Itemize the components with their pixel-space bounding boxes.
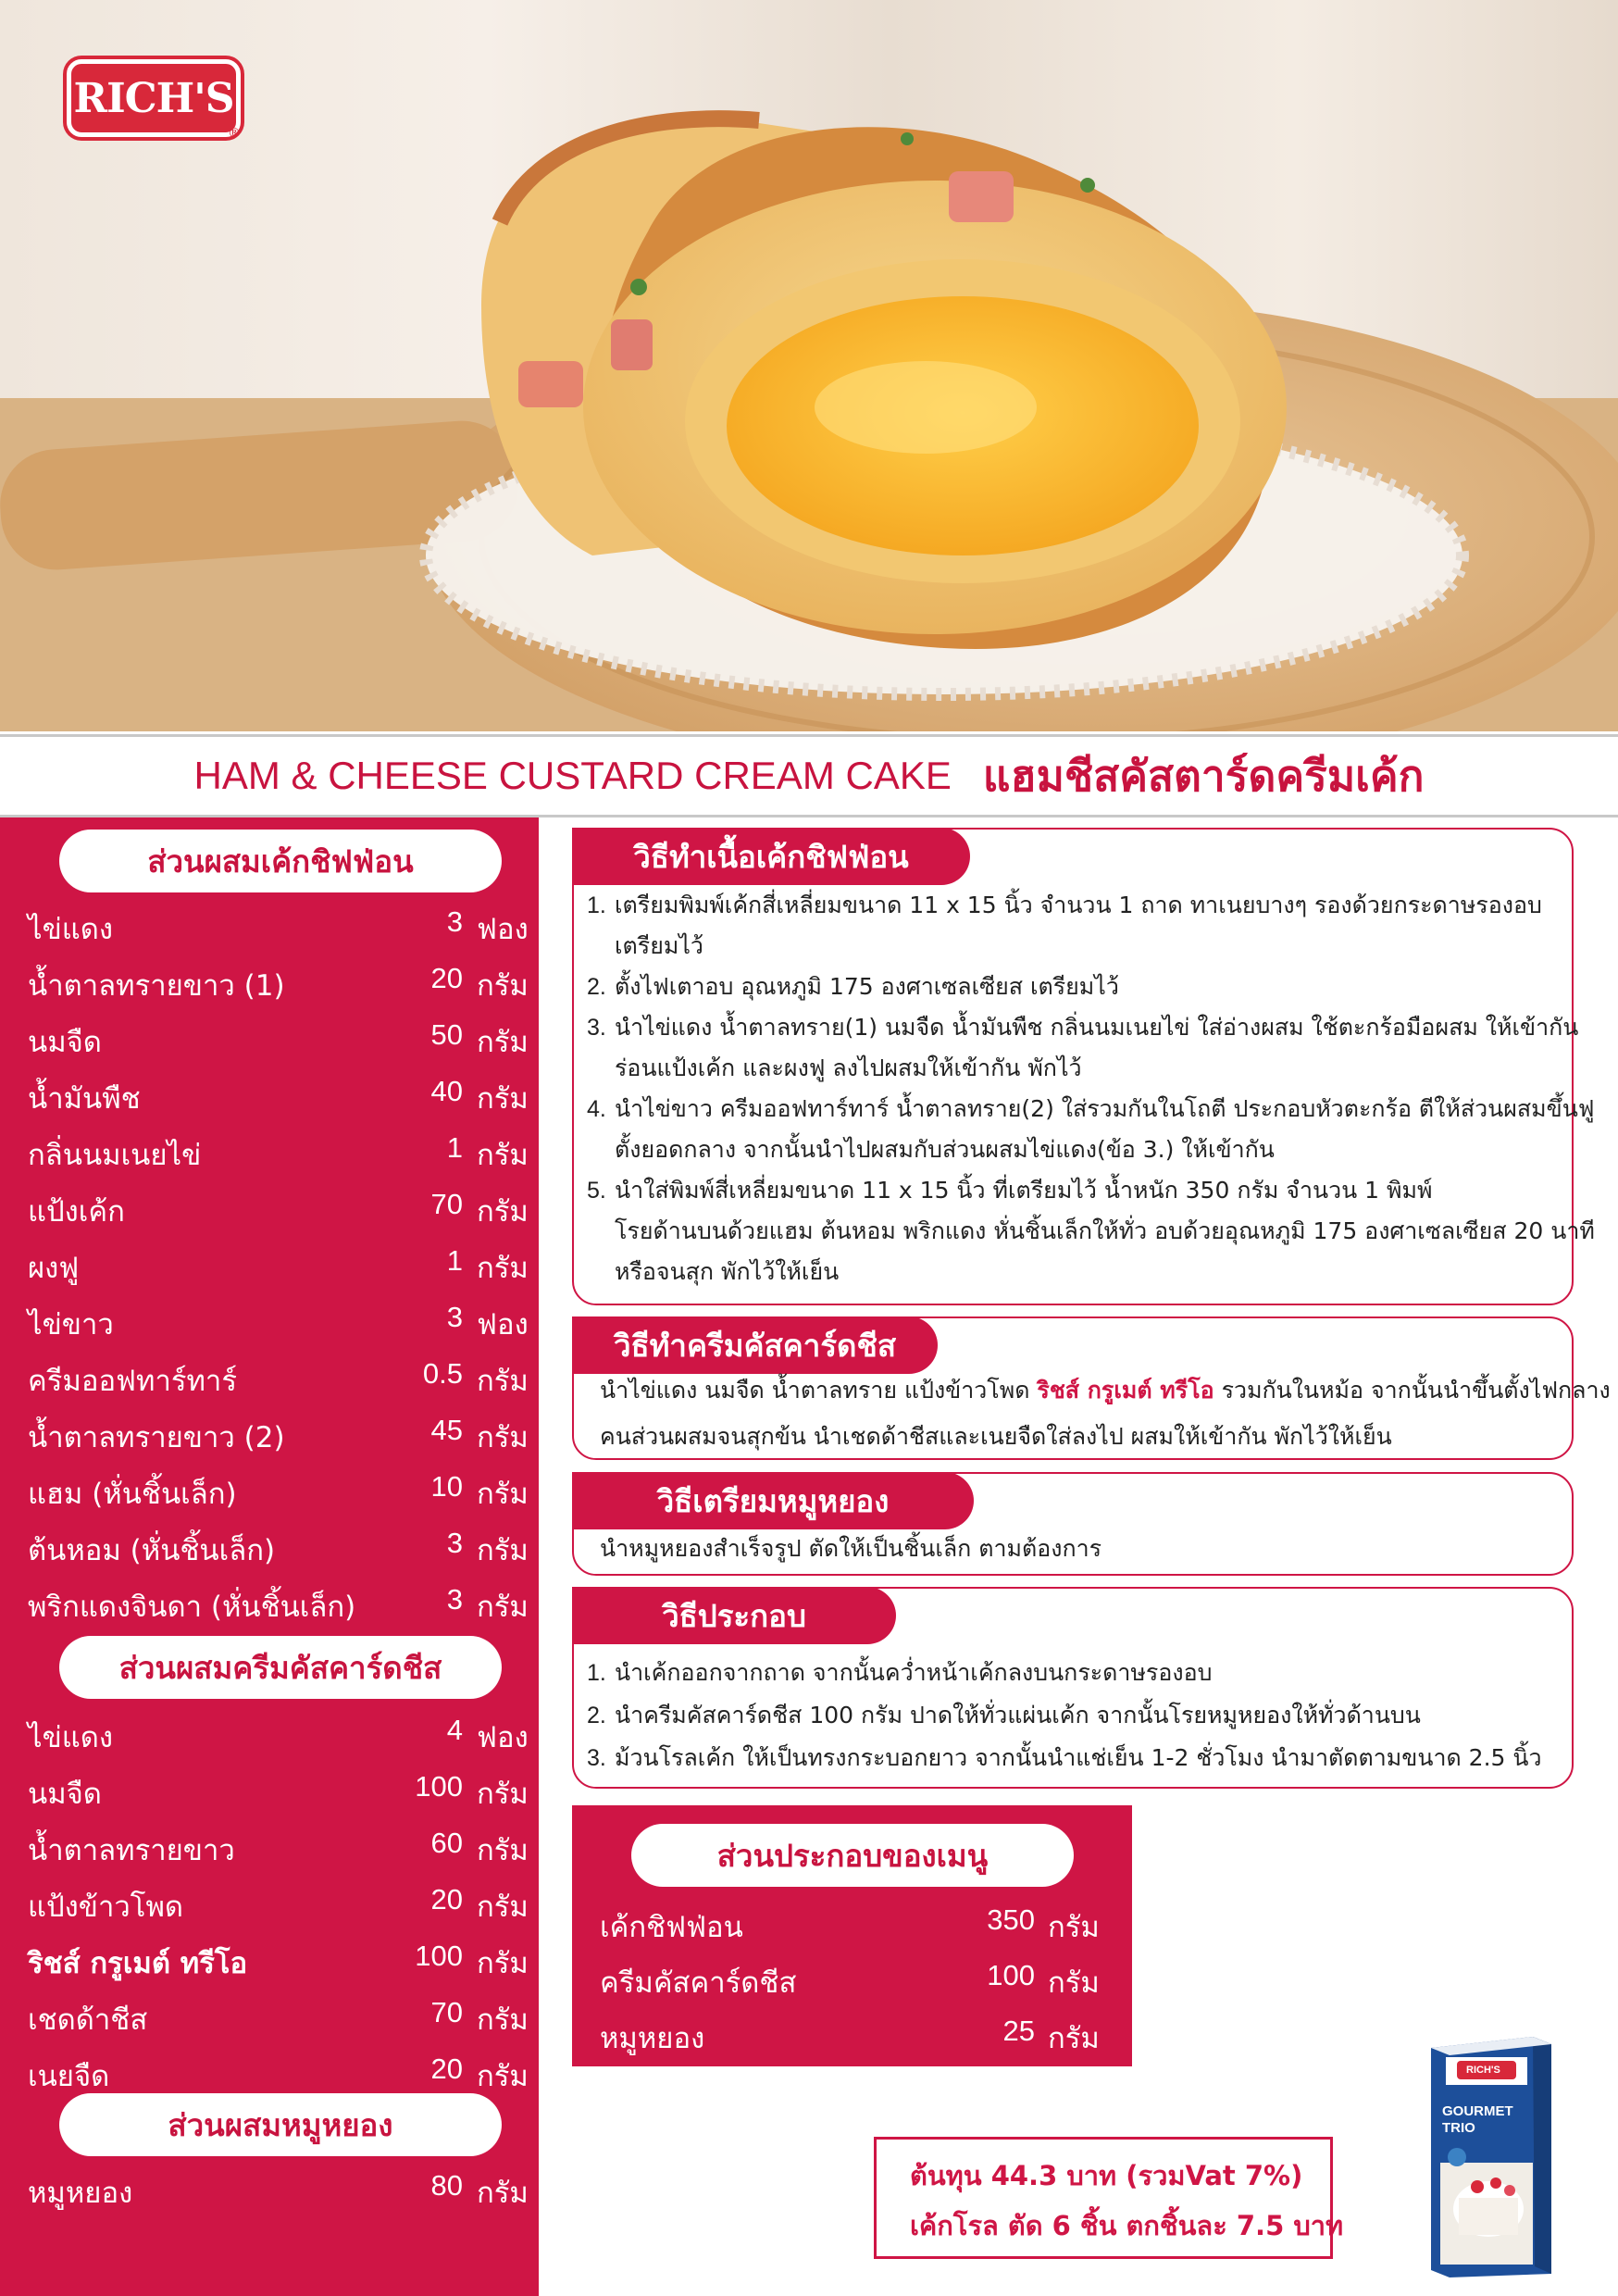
ingredient-row — [28, 1404, 528, 1461]
step-text: ม้วนโรลเค้ก ให้เป็นทรงกระบอกยาว จากนั้นนำแช่เย็น 1-2 ชั่วโมง นำมาตัดตามขนาด 2.5 นิ้ว — [615, 1744, 1542, 1771]
ingredient-name: แป้งข้าวโพด — [28, 1890, 184, 1924]
ingredient-unit: กรัม — [477, 1947, 529, 1980]
ingredient-row — [28, 1517, 528, 1574]
ingredient-name: ผงฟู — [28, 1252, 80, 1285]
ingredient-name: น้ำตาลทรายขาว — [28, 1834, 235, 1867]
ingredient-row — [28, 1461, 528, 1517]
component-qty: 100 — [987, 1959, 1035, 1991]
ingredient-qty: 20 — [430, 1883, 463, 1915]
ingredient-name: น้ำมันพืช — [28, 1082, 141, 1116]
ingredient-unit: กรัม — [477, 1534, 529, 1567]
method-step — [587, 1170, 1595, 1292]
ingredient-unit: กรัม — [477, 1082, 529, 1116]
menu-components-panel — [572, 1805, 1132, 2066]
ingredient-row-product — [28, 1930, 528, 1987]
component-qty: 350 — [987, 1903, 1035, 1936]
ingredient-unit: กรัม — [477, 2060, 529, 2093]
ingredient-row — [28, 1987, 528, 2043]
ingredient-row — [28, 1704, 528, 1761]
floss-method-text — [600, 1526, 1559, 1572]
ingredient-unit: กรัม — [477, 1365, 529, 1398]
registered-mark: ® — [228, 126, 241, 141]
ingredient-qty: 70 — [430, 1996, 463, 2028]
step-number: 3. — [587, 1745, 606, 1771]
cake-illustration — [0, 0, 1618, 731]
ingredient-name: ไข่ขาว — [28, 1308, 114, 1341]
floss-method-heading: วิธีเตรียมหมูหยอง — [572, 1472, 974, 1529]
ingredient-qty: 0.5 — [422, 1357, 463, 1390]
step-text: ร่อนแป้งเค้ก และผงฟู ลงไปผสมให้เข้ากัน พักไว้ — [615, 1054, 1082, 1081]
step-text: นำไข่ขาว ครีมออฟทาร์ทาร์ น้ำตาลทราย(2) ใส่รวมกันในโถตี ประกอบหัวตะกร้อ ตีให้ส่วนผสมขึ้นฟู — [615, 1095, 1595, 1122]
step-text: นำใส่พิมพ์สี่เหลี่ยมขนาด 11 x 15 นิ้ว ที่เตรียมไว้ น้ำหนัก 350 กรัม จำนวน 1 พิมพ์ — [615, 1177, 1433, 1204]
ingredient-row — [28, 1292, 528, 1348]
ingredient-qty: 3 — [446, 1301, 463, 1333]
step-text: ตั้งไฟเตาอบ อุณหภูมิ 175 องศาเซลเซียส เตรียมไว้ — [615, 973, 1119, 1000]
ingredient-unit: ฟอง — [477, 1308, 529, 1341]
menu-component-row — [600, 1953, 1118, 2009]
step-text: เตรียมไว้ — [615, 932, 703, 959]
ingredient-qty: 3 — [446, 905, 463, 938]
ingredient-qty: 3 — [446, 1583, 463, 1616]
component-name: หมูหยอง — [600, 2022, 705, 2055]
hero-photo — [0, 0, 1618, 731]
product-highlight: ริชส์ กรูเมต์ ทรีโอ — [1037, 1377, 1214, 1404]
chiffon-ingredients-list — [28, 896, 528, 1630]
menu-component-row — [600, 2009, 1118, 2065]
step-number: 1. — [587, 892, 606, 918]
chiffon-ingredients-heading: ส่วนผสมเค้กชิฟฟ่อน — [59, 830, 502, 892]
ingredient-unit: กรัม — [477, 1026, 529, 1059]
floss-ingredients-heading: ส่วนผสมหมูหยอง — [59, 2093, 502, 2156]
ingredient-name: เชดด้าชีส — [28, 2003, 148, 2037]
cost-summary-box — [874, 2137, 1344, 2259]
custard-ingredients-list — [28, 1704, 528, 2100]
step-text: ตั้งยอดกลาง จากนั้นนำไปผสมกับส่วนผสมไข่แดง(ข้อ 3.) ให้เข้ากัน — [615, 1136, 1275, 1163]
component-name: เค้กชิฟฟ่อน — [600, 1911, 743, 1944]
method-step — [587, 1737, 1559, 1779]
ingredient-unit: ฟอง — [477, 913, 529, 946]
carton-name-line2: TRIO — [1442, 2120, 1475, 2136]
ingredient-unit: กรัม — [477, 1834, 529, 1867]
ingredient-qty: 1 — [446, 1131, 463, 1164]
step-number: 4. — [587, 1096, 606, 1122]
method-step — [587, 1694, 1559, 1737]
ingredient-name: น้ำตาลทรายขาว (2) — [28, 1421, 285, 1454]
ingredient-qty: 20 — [430, 2053, 463, 2085]
ingredient-name: ไข่แดง — [28, 913, 114, 946]
ingredient-row — [28, 1817, 528, 1874]
component-qty: 25 — [1002, 2015, 1035, 2047]
ingredient-unit: กรัม — [477, 1195, 529, 1229]
ingredient-qty: 20 — [430, 962, 463, 994]
carton-illustration — [1422, 2024, 1557, 2277]
cost-per-slice: เค้กโรล ตัด 6 ชิ้น ตกชิ้นละ 7.5 บาท — [910, 2210, 1344, 2241]
ingredient-row — [28, 1761, 528, 1817]
ingredient-row — [28, 2043, 528, 2100]
component-unit: กรัม — [1048, 1911, 1100, 1944]
carton-brand: RICH'S — [1466, 2065, 1500, 2076]
ingredient-qty: 100 — [415, 1770, 463, 1803]
product-carton-image — [1422, 2024, 1557, 2277]
ingredient-qty: 10 — [430, 1470, 463, 1503]
ingredient-row — [28, 2160, 528, 2216]
ingredient-name: ไข่แดง — [28, 1721, 114, 1754]
custard-ingredients-heading: ส่วนผสมครีมคัสคาร์ดชีส — [59, 1636, 502, 1699]
title-english: HAM & CHEESE CUSTARD CREAM CAKE — [193, 754, 952, 797]
recipe-title-bar — [0, 734, 1618, 817]
title-thai: แฮมชีสคัสตาร์ดครีมเค้ก — [982, 750, 1425, 801]
step-number: 1. — [587, 1660, 606, 1686]
menu-components-heading: ส่วนประกอบของเมนู — [631, 1824, 1074, 1887]
method-step — [587, 1007, 1579, 1089]
component-unit: กรัม — [1048, 2022, 1100, 2055]
method-step — [587, 1652, 1559, 1694]
logo-text: RICH'S — [73, 74, 234, 122]
step-text: หรือจนสุก พักไว้ให้เย็น — [615, 1258, 840, 1285]
ingredient-name: เนยจืด — [28, 2060, 110, 2093]
ingredient-row — [28, 1179, 528, 1235]
text-segment: รวมกันในหม้อ จากนั้นนำขึ้นตั้งไฟกลาง — [1214, 1377, 1611, 1404]
step-text: นำเค้กออกจากถาด จากนั้นคว่ำหน้าเค้กลงบนกระดาษรองอบ — [615, 1659, 1213, 1686]
ingredient-row — [28, 1066, 528, 1122]
assembly-method-heading: วิธีประกอบ — [572, 1587, 896, 1644]
ingredient-qty: 4 — [446, 1714, 463, 1746]
ingredient-unit: กรัม — [477, 1591, 529, 1624]
custard-method-text — [600, 1367, 1611, 1460]
chiffon-method-steps — [587, 885, 1595, 1292]
ingredient-qty: 60 — [430, 1827, 463, 1859]
custard-method-line: คนส่วนผสมจนสุกข้น นำเชดด้าชีสและเนยจืดใส่ลงไป ผสมให้เข้ากัน พักไว้ให้เย็น — [600, 1423, 1392, 1450]
custard-method-heading: วิธีทำครีมคัสคาร์ดชีส — [572, 1316, 938, 1374]
ingredient-row — [28, 953, 528, 1009]
ingredient-unit: กรัม — [477, 1478, 529, 1511]
assembly-method-steps — [587, 1652, 1559, 1779]
text-segment: นำไข่แดง นมจืด น้ำตาลทราย แป้งข้าวโพด — [600, 1377, 1038, 1404]
ingredients-panel — [0, 817, 539, 2296]
ingredient-unit: กรัม — [477, 1778, 529, 1811]
method-step — [587, 1089, 1595, 1170]
ingredient-unit: กรัม — [477, 1139, 529, 1172]
custard-method-line — [600, 1367, 1611, 1414]
step-number: 2. — [587, 974, 606, 1000]
floss-ingredients-list — [28, 2160, 528, 2216]
ingredient-unit: ฟอง — [477, 1721, 529, 1754]
floss-method-line: นำหมูหยองสำเร็จรูป ตัดให้เป็นชิ้นเล็ก ตามต้องการ — [600, 1535, 1102, 1562]
ingredient-name: ริชส์ กรูเมต์ ทรีโอ — [28, 1947, 248, 1980]
ingredient-name: ต้นหอม (หั่นชิ้นเล็ก) — [28, 1534, 276, 1567]
ingredient-unit: กรัม — [477, 2003, 529, 2037]
ingredient-name: แฮม (หั่นชิ้นเล็ก) — [28, 1478, 237, 1511]
step-text: นำครีมคัสคาร์ดชีส 100 กรัม ปาดให้ทั่วแผ่นเค้ก จากนั้นโรยหมูหยองให้ทั่วด้านบน — [615, 1702, 1421, 1728]
ingredient-row — [28, 1348, 528, 1404]
ingredient-row — [28, 1574, 528, 1630]
richs-logo — [67, 59, 241, 137]
ingredient-unit: กรัม — [477, 1890, 529, 1924]
ingredient-unit: กรัม — [477, 1421, 529, 1454]
ingredient-name: กลิ่นนมเนยไข่ — [28, 1139, 202, 1172]
step-number: 3. — [587, 1015, 606, 1041]
ingredient-qty: 80 — [430, 2169, 463, 2202]
menu-component-row — [600, 1898, 1118, 1953]
ingredient-qty: 45 — [430, 1414, 463, 1446]
ingredient-name: นมจืด — [28, 1778, 102, 1811]
ingredient-name: นมจืด — [28, 1026, 102, 1059]
step-text: นำไข่แดง น้ำตาลทราย(1) นมจืด น้ำมันพืช กลิ่นนมเนยไข่ ใส่อ่างผสม ใช้ตะกร้อมือผสม ให้เข้ากัน — [615, 1014, 1579, 1041]
step-text: เตรียมพิมพ์เค้กสี่เหลี่ยมขนาด 11 x 15 นิ้ว จำนวน 1 ถาด ทาเนยบางๆ รองด้วยกระดาษรองอบ — [615, 892, 1542, 918]
ingredient-name: ครีมออฟทาร์ทาร์ — [28, 1365, 237, 1398]
ingredient-row — [28, 1009, 528, 1066]
ingredient-unit: กรัม — [477, 1252, 529, 1285]
ingredient-unit: กรัม — [477, 2177, 529, 2210]
method-step — [587, 967, 1559, 1007]
ingredient-unit: กรัม — [477, 969, 529, 1003]
ingredient-qty: 40 — [430, 1075, 463, 1107]
step-number: 2. — [587, 1703, 606, 1728]
chiffon-method-heading: วิธีทำเนื้อเค้กชิฟฟ่อน — [572, 828, 970, 885]
component-unit: กรัม — [1048, 1966, 1100, 2000]
ingredient-name: น้ำตาลทรายขาว (1) — [28, 969, 285, 1003]
ingredient-name: พริกแดงจินดา (หั่นชิ้นเล็ก) — [28, 1591, 356, 1624]
ingredient-qty: 1 — [446, 1244, 463, 1277]
ingredient-row — [28, 1122, 528, 1179]
ingredient-name: หมูหยอง — [28, 2177, 133, 2210]
ingredient-row — [28, 1235, 528, 1292]
ingredient-qty: 100 — [415, 1940, 463, 1972]
ingredient-qty: 3 — [446, 1527, 463, 1559]
ingredient-name: แป้งเค้ก — [28, 1195, 125, 1229]
component-name: ครีมคัสคาร์ดชีส — [600, 1966, 797, 2000]
carton-name-line1: GOURMET — [1442, 2103, 1513, 2119]
method-step — [587, 885, 1559, 967]
ingredient-qty: 50 — [430, 1018, 463, 1051]
step-text: โรยด้านบนด้วยแฮม ต้นหอม พริกแดง หั่นชิ้นเล็กให้ทั่ว อบด้วยอุณหภูมิ 175 องศาเซลเซียส 20 นาที — [615, 1217, 1595, 1244]
ingredient-row — [28, 896, 528, 953]
step-number: 5. — [587, 1178, 606, 1204]
ingredient-qty: 70 — [430, 1188, 463, 1220]
ingredient-row — [28, 1874, 528, 1930]
cost-total: ต้นทุน 44.3 บาท (รวมVat 7%) — [910, 2160, 1303, 2191]
